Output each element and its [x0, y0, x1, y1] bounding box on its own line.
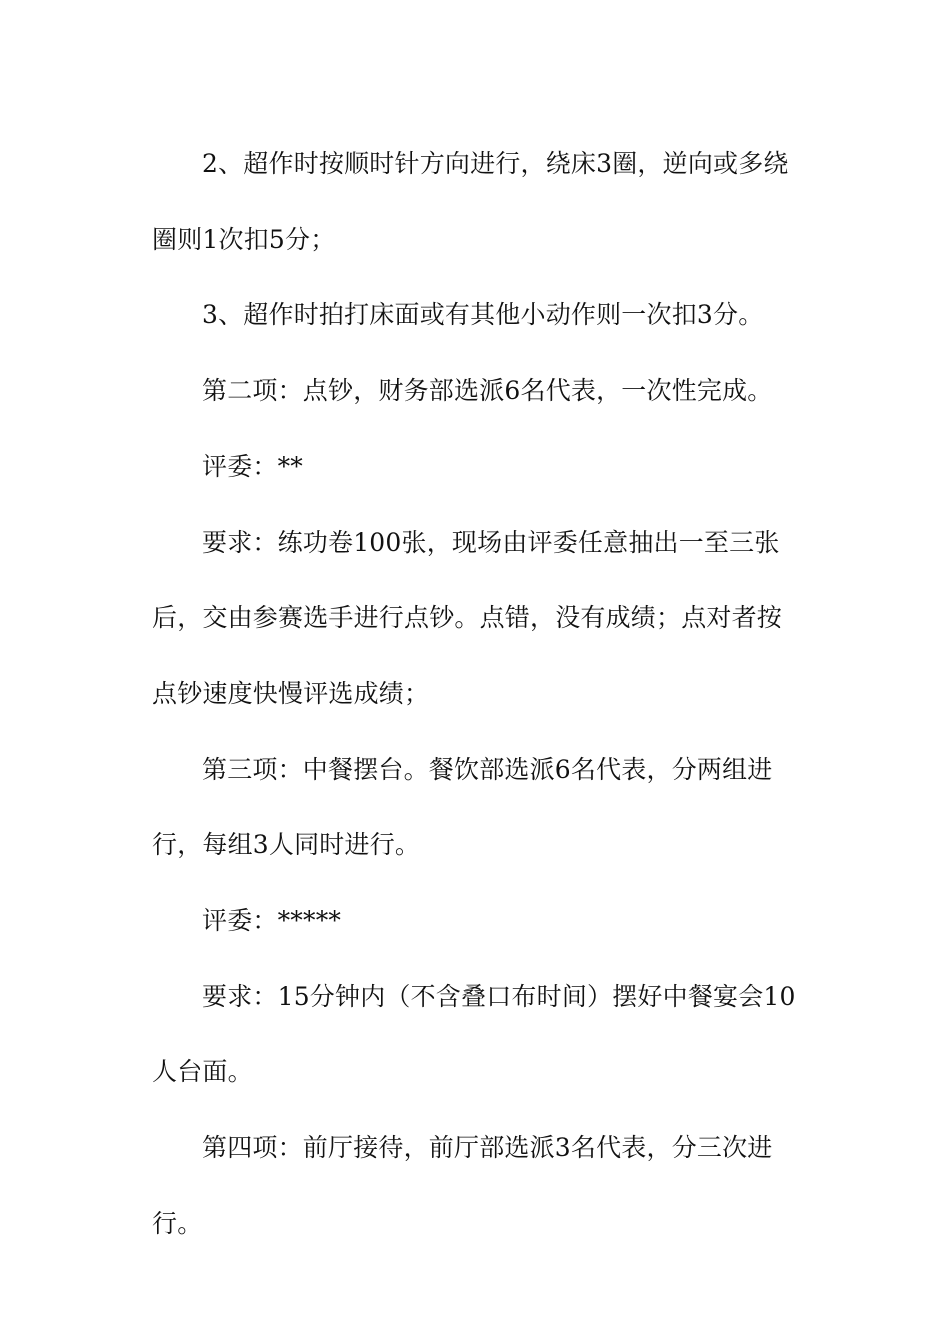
text-line: 要求：练功卷100张，现场由评委任意抽出一至三张: [202, 527, 780, 557]
text-line: 2、超作时按顺时针方向进行，绕床3圈，逆向或多绕: [202, 149, 789, 178]
text-line: 第四项：前厅接待，前厅部选派3名代表，分三次进: [202, 1133, 773, 1163]
text-line: 要求：15分钟内（不含叠口布时间）摆好中餐宴会10: [202, 981, 796, 1011]
text-line: 圈则1次扣5分；: [152, 224, 336, 254]
text-line: 3、超作时拍打床面或有其他小动作则一次扣3分。: [202, 300, 764, 330]
document-body: [152, 126, 804, 1262]
text-line: 第二项：点钞，财务部选派6名代表，一次性完成。: [202, 376, 773, 406]
text-line: 评委：*****: [202, 906, 342, 936]
text-line: 点钞速度快慢评选成绩；: [152, 678, 430, 708]
text-line: 评委：**: [202, 451, 304, 481]
text-line: 行，每组3人同时进行。: [152, 830, 421, 860]
text-line: 后，交由参赛选手进行点钞。点错，没有成绩；点对者按: [152, 603, 783, 633]
text-line: 第三项：中餐摆台。餐饮部选派6名代表，分两组进: [202, 754, 773, 784]
text-line: 人台面。: [152, 1057, 253, 1087]
text-line: 行。: [152, 1208, 203, 1238]
